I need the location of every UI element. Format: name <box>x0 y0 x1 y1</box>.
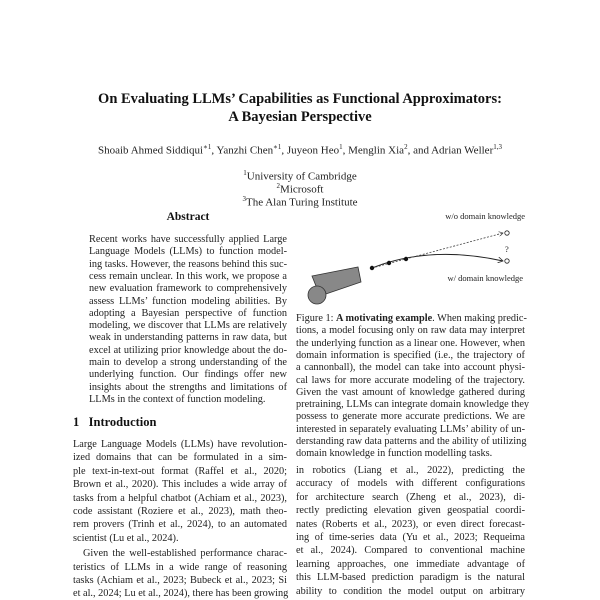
text-line: Given the well-established performance charac- <box>83 548 287 560</box>
text-line: ized domains that can be formulated in a sim- <box>73 452 287 464</box>
text-line: et al., 2024; Lu et al., 2024), there has been growing <box>73 588 289 600</box>
data-point <box>387 261 391 265</box>
text-line: assess LLMs’ function modeling abilities. By <box>89 295 287 307</box>
author: and Adrian Weller <box>413 144 494 157</box>
affiliation-mark: 2 <box>276 182 281 190</box>
text-line: insights about the strengths and limitations of <box>89 381 287 393</box>
text-line: Recent works have successfully applied Large <box>89 234 287 245</box>
text-line: Given the vast amount of knowledge gathered during <box>296 386 525 398</box>
author-mark: ∗1 <box>203 143 212 151</box>
text-line: derstanding raw data patterns and the ability of utilizing <box>296 436 527 447</box>
text-line: ing of time-series data (Yu et al., 2023; Requeima <box>296 532 525 543</box>
caption-title: A motivating example <box>336 313 433 324</box>
text-line: nates (Roberts et al., 2023), or even direct forecast- <box>296 518 525 530</box>
section-number: 1 <box>73 415 80 429</box>
text-line: cal laws for more accurate modeling of the trajectory. <box>296 374 525 386</box>
author-mark: ∗1 <box>273 143 282 151</box>
text-line: interested in separately evaluating LLMs’ ability of un- <box>296 423 525 435</box>
section-title: Introduction <box>88 415 157 429</box>
text-line: for architecture search (Zheng et al., 2023), di- <box>296 491 525 503</box>
author-mark: 1,3 <box>493 143 502 151</box>
data-point <box>370 266 374 270</box>
affiliation-name: University of Cambridge <box>246 170 357 183</box>
label-with-domain-knowledge: w/ domain knowledge <box>447 273 523 283</box>
text-line: weak in understanding patterns in raw data, but <box>89 332 287 344</box>
trajectory-with-knowledge <box>372 254 503 268</box>
prediction-point <box>505 259 509 263</box>
author-mark: 1 <box>339 143 343 151</box>
author: Juyeon Heo <box>286 144 340 157</box>
text-line: adopting a Bayesian perspective of function <box>89 307 287 319</box>
text-line: a cannonball), the model can take into account physi- <box>296 362 525 374</box>
text-line: Language Models (LLMs) to function model- <box>89 246 287 258</box>
cannon-trajectory-figure <box>300 200 540 305</box>
affiliation <box>0 182 600 196</box>
text-line: in robotics (Liang et al., 2022), predicting the <box>296 465 525 476</box>
text-line: Large Language Models (LLMs) have revolution- <box>73 439 287 450</box>
caption-label: Figure 1: <box>296 313 334 324</box>
text-line: rectly predicting elevation given geospatial coordi- <box>296 505 525 517</box>
cannon-wheel-icon <box>308 286 326 304</box>
text-line: code assistant (Roziere et al., 2023), math theo- <box>73 506 287 517</box>
paper-title-line-2: A Bayesian Perspective <box>228 109 372 125</box>
text-line: et al., 2024). Compared to conventional machine <box>296 545 525 557</box>
affiliation-name: The Alan Turing Institute <box>245 196 358 209</box>
text-line: domain knowledge in function modelling tasks. <box>296 448 493 460</box>
text-line: accuracy of models with different configurations <box>296 478 525 490</box>
data-point <box>404 257 408 261</box>
text-line: tions, a model focusing only on raw data may interpret <box>296 325 525 337</box>
text-line: ability to condition the model output on arbitrary <box>296 585 525 597</box>
text-line: LLMs in the context of function modeling. <box>89 393 266 405</box>
text-line: this LLM-based prediction paradigm is the natural <box>296 572 525 584</box>
affiliation-name: Microsoft <box>280 183 324 196</box>
caption-text: . When making predic- <box>432 313 527 324</box>
label-without-domain-knowledge: w/o domain knowledge <box>445 211 525 221</box>
question-mark-label: ? <box>505 244 509 254</box>
text-line: rem provers (Trinh et al., 2024), to an automated <box>73 519 287 531</box>
text-line: Brown et al., 2020). This includes a wide array of <box>73 479 287 491</box>
text-line: learning approaches, one immediate advantage of <box>296 558 525 570</box>
text-line: scientist (Lu et al., 2024). <box>73 532 179 544</box>
text-line: teristics of LLMs in a wide range of reasoning <box>73 561 287 573</box>
paper-title-line-1: On Evaluating LLMs’ Capabilities as Functional Approximators: <box>98 91 502 107</box>
affiliation-mark: 3 <box>242 195 246 203</box>
figure-caption-line <box>296 313 525 325</box>
affiliation-mark: 1 <box>243 169 247 177</box>
author-list: Shoaib Ahmed Siddiqui$^{∗1}$, Yanzhi Chen$^{∗1}$, Juyeon Heo$^1$, Menglin Xia$^2$, and Adrian Weller$^{1,3}$ <box>98 143 502 157</box>
author: Shoaib Ahmed Siddiqui <box>98 144 204 157</box>
text-line: possess to generate more accurate predictions. We are <box>296 411 525 423</box>
text-line: ing tasks. However, the reasons behind this suc- <box>89 258 287 270</box>
text-line: modeling, we discover that LLMs are relatively <box>89 320 287 332</box>
author-mark: 2 <box>404 143 408 151</box>
text-line: the underlying function as a linear one. However, when <box>296 337 525 349</box>
text-line: underlying function. Our findings offer new <box>89 369 287 381</box>
text-line: excel at utilizing prior knowledge about the do- <box>89 344 287 356</box>
text-line: pretraining, LLMs can integrate domain knowledge they <box>296 399 530 411</box>
text-line: tasks from a helpful chatbot (Achiam et al., 2023), <box>73 492 287 504</box>
author: Yanzhi Chen <box>216 144 274 157</box>
abstract-heading: Abstract <box>166 211 210 223</box>
author: Menglin Xia <box>348 144 405 157</box>
text-line: main to develop a strong understanding of the <box>89 357 287 368</box>
text-line: new evaluation framework to comprehensively <box>89 283 287 295</box>
text-line: tasks (Achiam et al., 2023; Bubeck et al., 2023; Si <box>73 575 287 586</box>
prediction-point <box>505 231 509 235</box>
text-line: cess remain unclear. In this work, we propose a <box>89 270 287 282</box>
text-line: ple text-in-text-out format (Raffel et al., 2020; <box>73 465 287 477</box>
trajectory-without-knowledge <box>372 233 503 268</box>
affiliation <box>0 169 600 183</box>
section-heading-introduction <box>73 415 156 430</box>
text-line: domain information is specified (i.e., the trajectory of <box>296 349 525 361</box>
